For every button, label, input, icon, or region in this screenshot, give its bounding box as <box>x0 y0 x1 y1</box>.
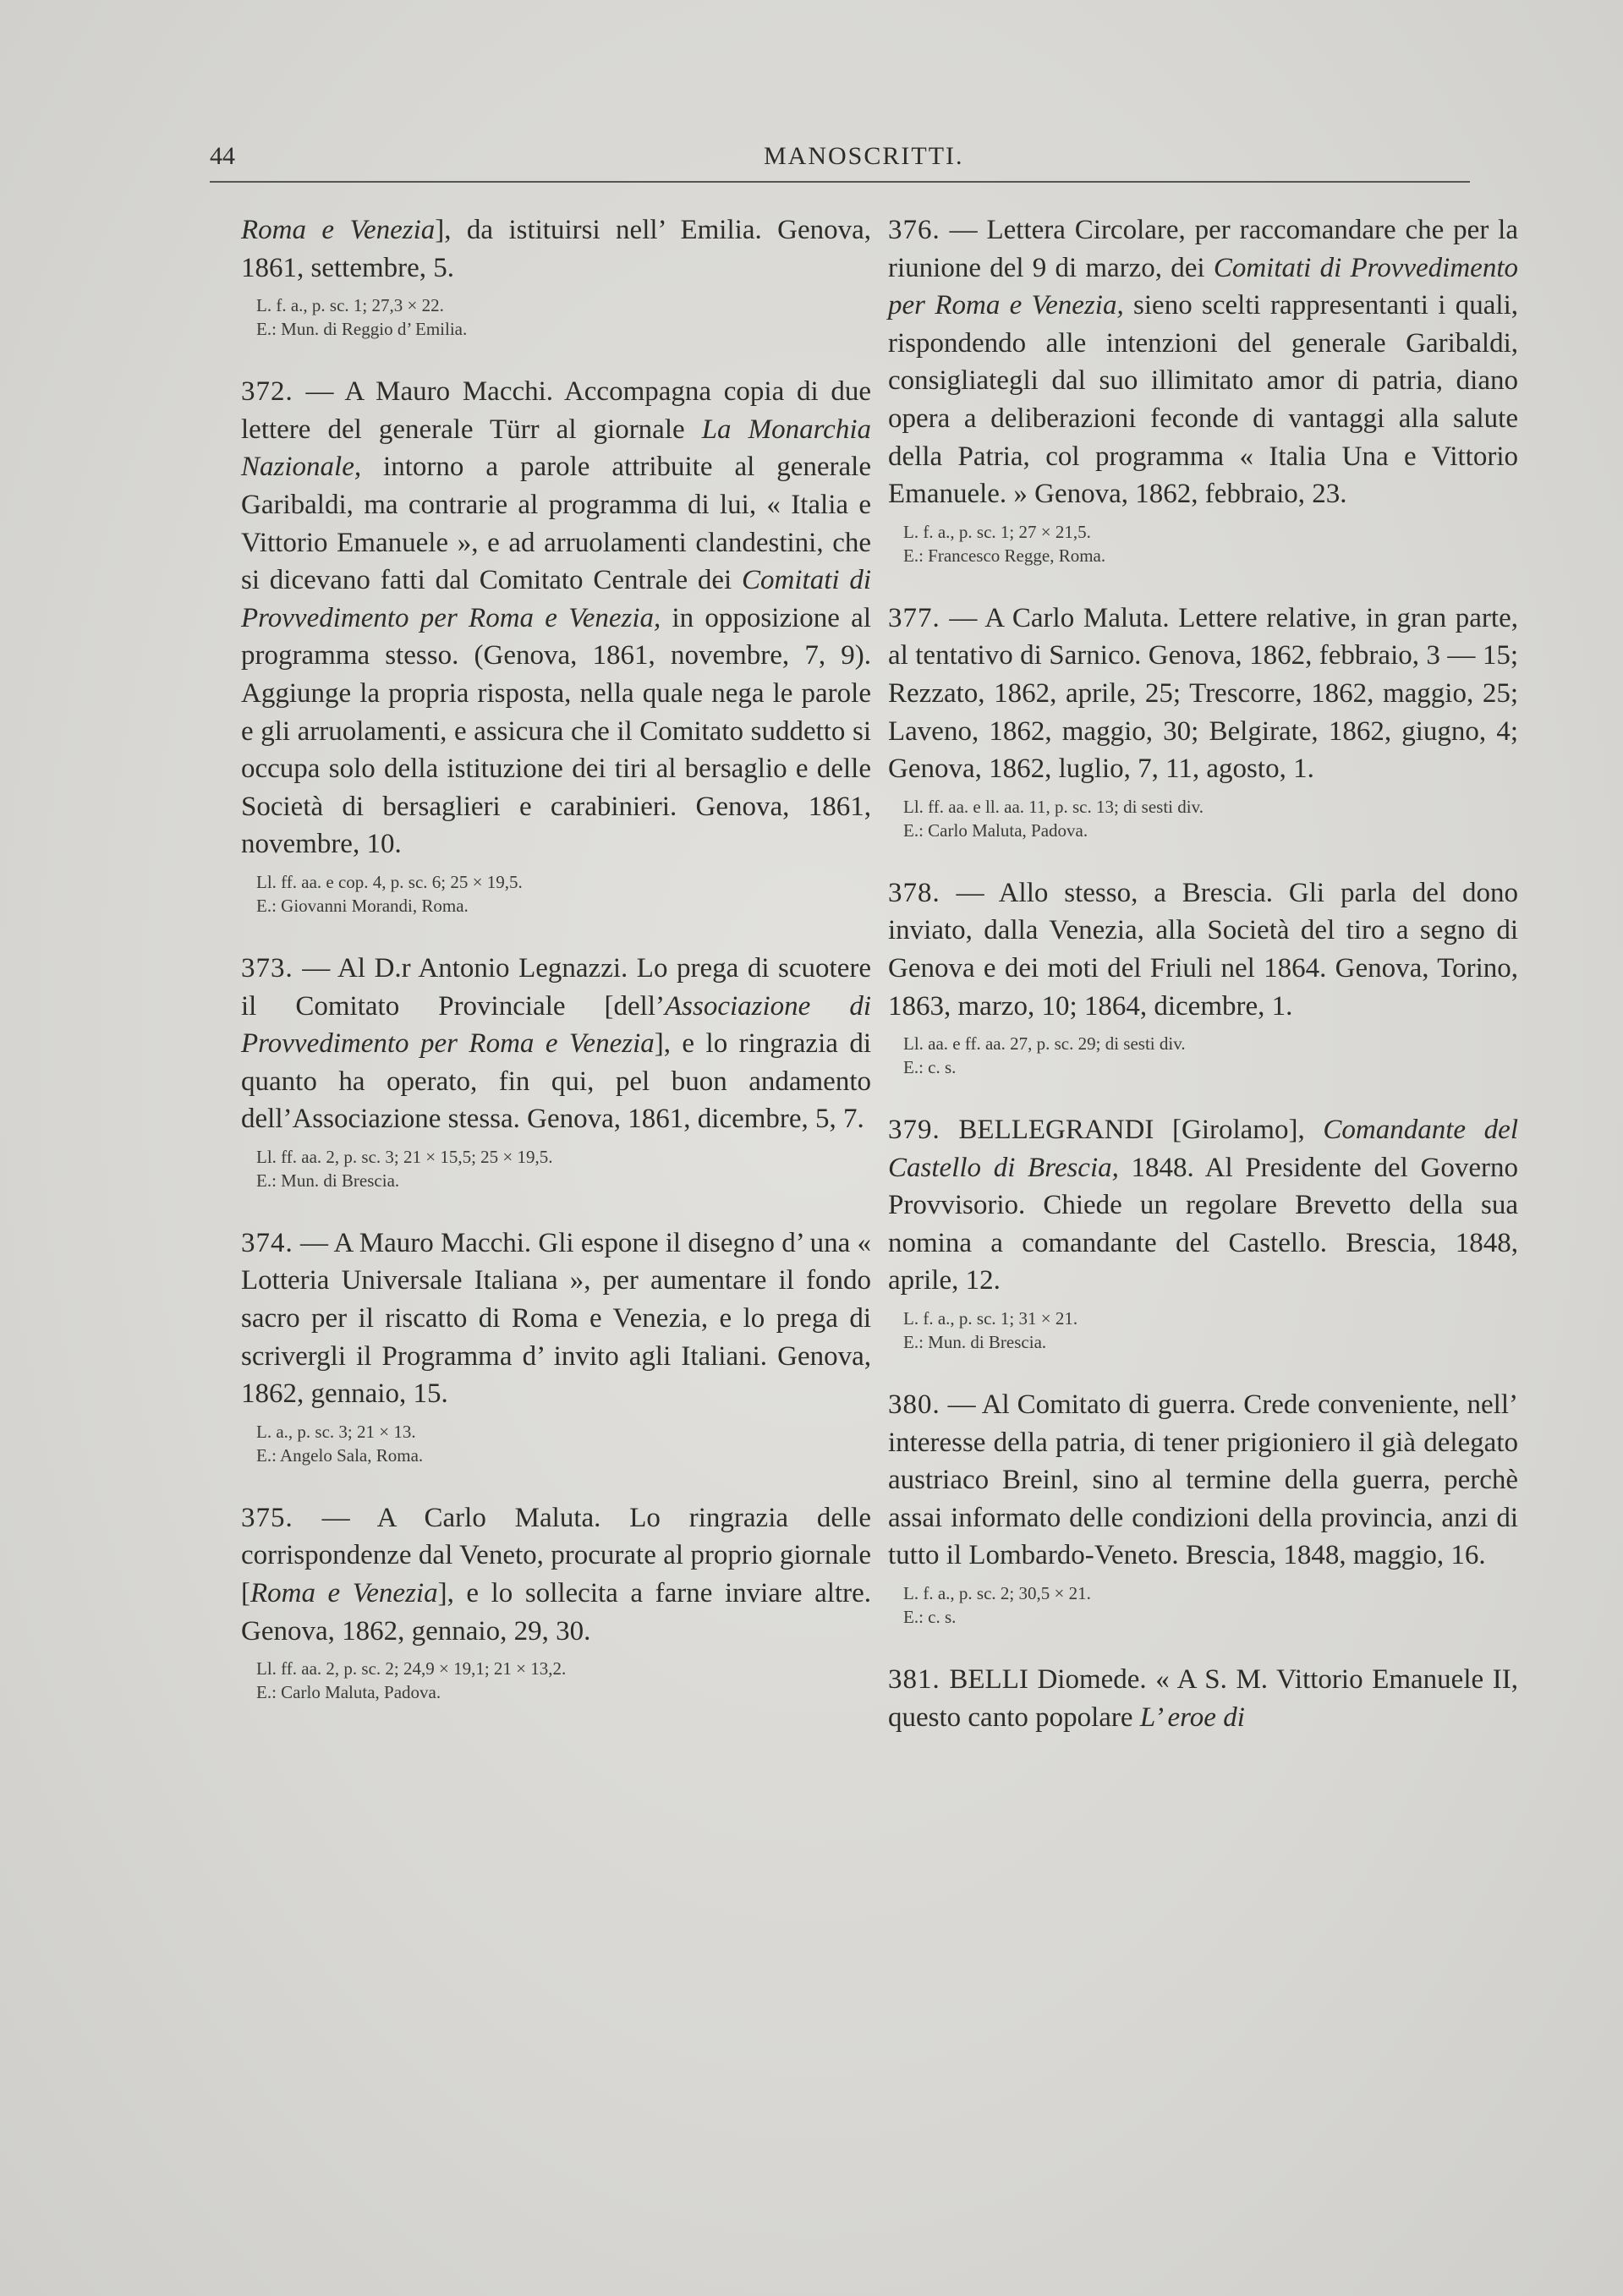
catalog-entry <box>888 1111 1518 1354</box>
note-line: E.: Mun. di Brescia. <box>903 1332 1047 1353</box>
entry-text <box>241 373 871 863</box>
note-line: E.: Carlo Maluta, Padova. <box>903 819 1088 841</box>
note-line: E.: Giovanni Morandi, Roma. <box>256 895 469 916</box>
text-run: — A Mauro Macchi. Gli espone il disegno d’ una « Lotteria Universale Italiana », per aumentare il fondo sacro per il riscatto di Roma e Venezia, e lo prega di scrivergli il Programma d’ invito agli Italiani. Genova, 1862, gennaio, 15. <box>241 1227 871 1410</box>
entry-text <box>888 1661 1518 1736</box>
note-line: E.: Mun. di Brescia. <box>256 1170 400 1191</box>
note-line: E.: Carlo Maluta, Padova. <box>256 1682 441 1703</box>
entry-text <box>888 600 1518 788</box>
note-line: E.: c. s. <box>903 1057 957 1078</box>
italic-text: Associazione di Provvedimento per Roma e Venezia <box>241 990 872 1060</box>
note-line: L. f. a., p. sc. 1; 27,3 × 22. <box>256 295 444 316</box>
note-line: L. f. a., p. sc. 1; 27 × 21,5. <box>903 521 1091 542</box>
italic-text: Roma e Venezia <box>250 1578 438 1609</box>
italic-text: Comitati di Provvedimento per Roma e Venezia, <box>241 565 871 633</box>
entry-text <box>888 211 1518 513</box>
entry-note <box>256 293 871 341</box>
italic-text: Comitati di Provvedimento per Roma e Venezia, <box>888 252 1518 321</box>
entry-note <box>256 1657 871 1704</box>
text-run: — Lettera Circolare, per raccomandare che per la riunione del 9 di marzo, dei <box>888 215 1518 283</box>
page-header <box>210 142 1512 184</box>
entry-text <box>241 1225 871 1413</box>
text-run: in opposizione al programma stesso. (Genova, 1861, novembre, 7, 9). Aggiunge la propria risposta, nella quale nega le parole e gli arruolamenti, e assicura che il Comitato suddetto si occupa solo della istituzione dei tiri al bersaglio e delle Società di bersaglieri e carabinieri. Genova, 1861, novembre, 10. <box>241 602 871 860</box>
note-line: Ll. ff. aa. e ll. aa. 11, p. sc. 13; di sesti div. <box>903 796 1204 817</box>
text-run: intorno a parole attribuite al generale Garibaldi, ma contrarie al programma di lui, « Italia e Vittorio Emanuele », e ad arruolamenti clandestini, che si dicevano fatti dal Comitato Centrale dei <box>241 452 871 596</box>
entry-note <box>903 1307 1518 1354</box>
entry-note <box>903 520 1518 567</box>
text-run: BELLI Diomede. « A S. M. Vittorio Emanuele II, questo canto popolare <box>888 1664 1518 1733</box>
text-run: sieno scelti rappresentanti i quali, rispondendo alle intenzioni del generale Garibaldi, consigliategli dal suo illimitato amor di patria, diano opera a deliberazioni feconde di vantaggi alla salute della Patria, col programma « Italia Una e Vittorio Emanuele. » Genova, 1862, febbraio, 23. <box>888 290 1518 510</box>
catalog-entry <box>241 1225 871 1467</box>
italic-text: Comandante del Castello di Brescia, <box>888 1115 1518 1183</box>
italic-text: La Monarchia Nazionale, <box>241 414 871 483</box>
entry-number: 372. <box>241 376 293 408</box>
entry-note <box>903 1581 1518 1629</box>
note-line: L. a., p. sc. 3; 21 × 13. <box>256 1421 416 1442</box>
entry-text <box>888 1111 1518 1300</box>
entry-text <box>241 950 871 1138</box>
note-line: Ll. ff. aa. 2, p. sc. 3; 21 × 15,5; 25 × 19,5. <box>256 1146 553 1167</box>
catalog-entry <box>888 211 1518 567</box>
text-run: ], da istituirsi nell’ Emilia. Genova, 1861, settembre, 5. <box>241 215 871 283</box>
note-line: Ll. ff. aa. 2, p. sc. 2; 24,9 × 19,1; 21 × 13,2. <box>256 1658 567 1680</box>
text-run: BELLEGRANDI [Girolamo], <box>940 1115 1324 1146</box>
catalog-entry <box>888 1386 1518 1629</box>
catalog-entry <box>888 600 1518 842</box>
entry-text <box>241 211 871 287</box>
right-column <box>888 211 1518 1768</box>
entry-number: 380. <box>888 1389 940 1421</box>
text-run: — A Mauro Macchi. Accompagna copia di due lettere del generale Türr al giornale <box>241 376 871 445</box>
catalog-entry <box>241 950 871 1192</box>
left-column <box>241 211 871 1736</box>
entry-number: 378. <box>888 877 940 908</box>
text-run: — A Carlo Maluta. Lettere relative, in gran parte, al tentativo di Sarnico. Genova, 1862, febbraio, 3 — 15; Rezzato, 1862, aprile, 25; Trescorre, 1862, maggio, 25; Laveno, 1862, maggio, 30; Belgirate, 1862, giugno, 4; Genova, 1862, luglio, 7, 11, agosto, 1. <box>888 602 1518 785</box>
text-run: ], e lo sollecita a farne inviare altre. Genova, 1862, gennaio, 29, 30. <box>241 1578 872 1647</box>
entry-number: 377. <box>888 602 940 633</box>
catalog-entry <box>241 1499 871 1704</box>
note-line: L. f. a., p. sc. 1; 31 × 21. <box>903 1308 1078 1329</box>
note-line: Ll. ff. aa. e cop. 4, p. sc. 6; 25 × 19,5. <box>256 871 523 892</box>
catalog-entry <box>888 1661 1518 1736</box>
entry-number: 381. <box>888 1664 940 1696</box>
running-title: MANOSCRITTI. <box>764 142 964 170</box>
note-line: L. f. a., p. sc. 2; 30,5 × 21. <box>903 1583 1091 1604</box>
entry-text <box>888 874 1518 1025</box>
note-line: E.: Mun. di Reggio d’ Emilia. <box>256 319 468 340</box>
entry-text <box>888 1386 1518 1575</box>
entry-note <box>903 795 1518 842</box>
note-line: E.: c. s. <box>903 1607 957 1628</box>
note-line: E.: Francesco Regge, Roma. <box>903 545 1106 566</box>
entry-note <box>256 1145 871 1192</box>
entry-number: 379. <box>888 1115 940 1146</box>
note-line: Ll. aa. e ff. aa. 27, p. sc. 29; di sesti div. <box>903 1033 1186 1055</box>
catalog-entry <box>241 211 871 341</box>
entry-number: 376. <box>888 215 940 245</box>
italic-text: Roma e Venezia <box>241 215 436 245</box>
page-number: 44 <box>210 142 235 170</box>
entry-number: 373. <box>241 952 293 984</box>
catalog-entry <box>888 874 1518 1079</box>
entry-note <box>903 1032 1518 1079</box>
text-run: — Allo stesso, a Brescia. Gli parla del dono inviato, dalla Venezia, alla Società del tiro a segno di Genova e dei moti del Friuli nel 1864. Genova, Torino, 1863, marzo, 10; 1864, dicembre, 1. <box>888 877 1518 1022</box>
catalog-entry <box>241 373 871 918</box>
text-run: — A Carlo Maluta. Lo ringrazia delle corrispondenze dal Veneto, procurate al proprio giornale [ <box>241 1502 871 1609</box>
entry-number: 375. <box>241 1502 293 1533</box>
entry-note <box>256 1420 871 1467</box>
text-run: ], e lo ringrazia di quanto ha operato, fin qui, pel buon andamento dell’Associazione stessa. Genova, 1861, dicembre, 5, 7. <box>241 1028 872 1135</box>
italic-text: L’ eroe di <box>1139 1701 1245 1733</box>
entry-number: 374. <box>241 1227 293 1258</box>
text-run: — Al D.r Antonio Legnazzi. Lo prega di scuotere il Comitato Provinciale [dell’ <box>241 952 871 1022</box>
entry-note <box>256 870 871 918</box>
text-run: — Al Comitato di guerra. Crede conveniente, nell’ interesse della patria, di tener prigioniero il già delegato austriaco Breinl, sino al termine della guerra, perchè assai informato delle condizioni della provincia, anzi di tutto il Lombardo-Veneto. Brescia, 1848, maggio, 16. <box>888 1389 1518 1571</box>
entry-text <box>241 1499 871 1650</box>
header-rule <box>210 181 1470 183</box>
text-run: 1848. Al Presidente del Governo Provvisorio. Chiede un regolare Brevetto della sua nomina a comandante del Castello. Brescia, 1848, aprile, 12. <box>888 1152 1518 1296</box>
note-line: E.: Angelo Sala, Roma. <box>256 1444 424 1466</box>
